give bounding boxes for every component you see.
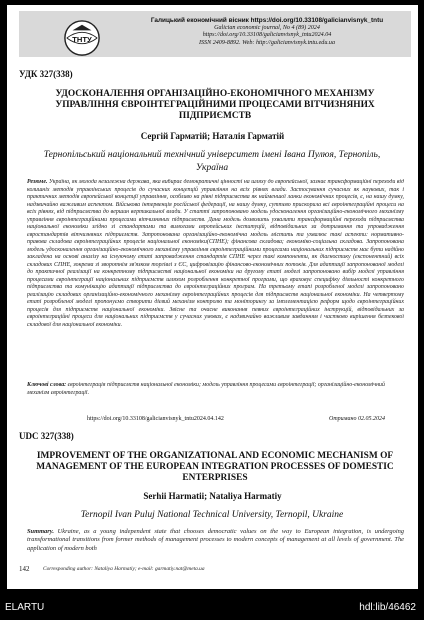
keywords-label-ua: Ключові слова: (27, 382, 67, 388)
journal-name-en: Galician economic journal, No 4 (89) 2024 (214, 24, 320, 31)
article-doi[interactable]: https://doi.org/10.33108/galicianvisnyk_tntu2024.04.142 (87, 416, 224, 422)
abstract-text-en: Ukraine, as a young independent state that chooses democratic values on the way to European integration, is undergoing transformational transitions from former methods of management processes to modern concepts of management at all levels of government. The application of modern both (27, 528, 404, 552)
journal-name-ua: Галицький економічний вісник https://doi.org/10.33108/galicianvisnyk_tntu (150, 17, 384, 24)
corresponding-author: Corresponding author: Nataliya Harmatiy; e-mail: garmatiy.nat@meta.ua (43, 566, 205, 572)
keywords-ua (27, 382, 404, 397)
logo-text: ТНТУ (72, 34, 92, 44)
journal-page (7, 5, 418, 589)
keywords-text-ua: євроінтеграція підприємств національної економіки; модель управління процесами євроінтеграції; організаційно-економічний механізм євроінтеграції. (27, 382, 385, 396)
abstract-label-en: Summary. (27, 528, 54, 535)
journal-info (127, 17, 407, 47)
issn-web[interactable]: ISSN 2409-8892. Web: http://galicianvisnyk.tntu.edu.ua (198, 39, 336, 46)
repository-label: ELARTU (5, 602, 45, 613)
affiliation-en: Ternopil Ivan Puluj National Technical University, Ternopil, Ukraine (80, 510, 344, 520)
received-date: Отримано 02.05.2024 (329, 416, 385, 422)
issue-doi[interactable]: https://doi.org/10.33108/galicianvisnyk_tntu2024.04 (202, 32, 332, 39)
udc-en: UDC 327(338) (19, 431, 74, 441)
title-en: IMPROVEMENT OF THE ORGANIZATIONAL AND ECONOMIC MECHANISM OF MANAGEMENT OF THE EUROPEAN INTEGRATION PROCESSES OF DOMESTIC ENTERPRISES (36, 451, 394, 483)
abstract-text-ua: Україна, як молода незалежна держава, яка вибирає демократичні цінності на шляху до європейської, зазнає трансформаційні переходи від колишніх методів управлінських процесів до сучасних концепцій управління на всіх рівнях влади. Застосування сучасних як наукових, так і практичних методів європейської концепції управління, особливо на рівні підприємства як найменшої ланки економічних процесів, є, на нашу думку, надзвичайно важливим аспектом. Військова інтервенція російської федерації, на нашу думку, суттєво прискорила всі євроінтеграційні процеси на всіх рівнях, від підприємства до вершин вертикальної влади. У статті запропоновано модель удосконалення організаційно-економічного механізму управління євроінтеграційними процесами вітчизняних підприємств. Дана модель дозволить ухвалити трансформаційні переходи підприємства національної економіки згідно зі стандартами та вимогами європейських інституцій, відповідальних за дотримання та упровадження євростандартів вітчизняних підприємств. Запропонована організаційно-економічна модель містить та ухвалює такі аспекти: нормативно-правова складова євроінтеграційних процесів національної економіки(СПНЕ); фінансова складова; економіко-соціальна складова. Запропонована модель удосконалення організаційно-економічного механізму управління євроінтеграційними процесами національних підприємств має бути надійно закладена на основі аналізу на існуючому етапі запровадження стандартів СПНЕ через такі компоненти, як діагностику (експонентний) всіх складових СПНЕ, зокрема зі зворотнім зв'язком торгівлі з ЄС, цифровізацію фінансово-економічних потоків. Для адаптації запропонованої моделі до практичної реалізації на конкретному підприємстві національної економіки на другому етапі моделі запропоновано вибір моделі управління процесами євроінтеграції національних підприємств шляхом розроблення конкретної програми, що враховує специфіку діяльності конкретного підприємства та комунікацію адаптації підприємства до євроінтеграційних програм. На третьому етапі розробленої моделі запропоновано реалізацію складових організаційно-економічного механізму євроінтеграційних процесів для підприємств національної економіки. На четвертому етапі розробленої моделі пропонуємо створити дієвий механізм контролю та моніторингу за імплементацією реформ щодо євроінтеграційних процесів для підприємств національної економіки. Звісне та очасне виконання певних євроінтеграційних інструкцій, відповідальних за євроінтеграційні процеси для національних підприємств у сучасних умовах, є надзвичайно важливим завданням і частково вирішення безпекової складової для національної економіки. (27, 179, 404, 328)
authors-en: Serhii Harmatii; Nataliya Harmatiy (143, 491, 282, 501)
university-logo-icon (63, 19, 101, 57)
affiliation-ua: Тернопільський національний технічний університет імені Івана Пулюя, Тернопіль, Україна (43, 150, 381, 173)
udc-ua: УДК 327(338) (19, 69, 73, 79)
abstract-ua (27, 179, 404, 371)
journal-header (19, 11, 411, 57)
handle-label: hdl:lib/46462 (359, 602, 416, 613)
abstract-label-ua: Резюме. (27, 179, 48, 185)
page-number: 142 (19, 565, 30, 573)
title-ua: УДОСКОНАЛЕННЯ ОРГАНІЗАЦІЙНО-ЕКОНОМІЧНОГО МЕХАНІЗМУ УПРАВЛІННЯ ЄВРОІНТЕГРАЦІЙНИМИ ПРОЦЕСАМИ ВІТЧИЗНЯНИХ ПІДПРИЄМСТВ (55, 89, 375, 121)
authors-ua: Сергій Гарматій; Наталія Гарматій (140, 131, 285, 141)
abstract-en (27, 528, 404, 554)
